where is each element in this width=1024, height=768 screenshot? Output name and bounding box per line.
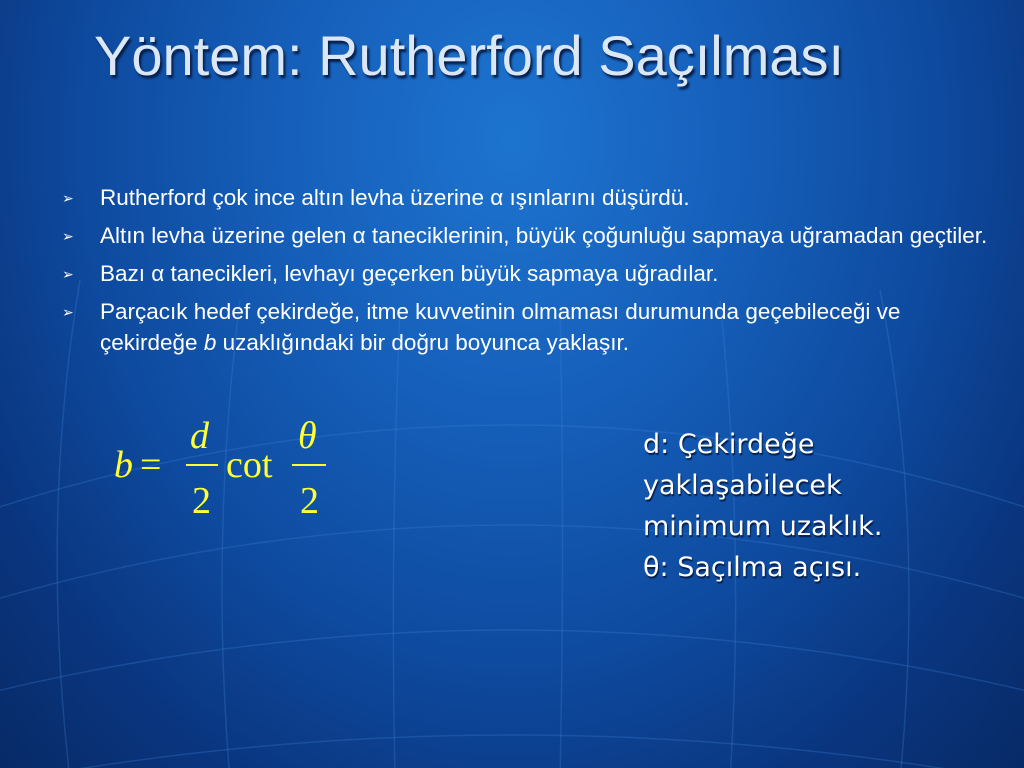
bullet-item bbox=[62, 258, 1002, 289]
bullet-text: Altın levha üzerine gelen α taneciklerinin, büyük çoğunluğu sapmaya uğramadan geçtiler. bbox=[100, 223, 988, 248]
legend-line: minimum uzaklık. bbox=[643, 511, 883, 542]
slide-title: Yöntem: Rutherford Saçılması bbox=[94, 24, 845, 87]
impact-parameter-formula bbox=[112, 410, 342, 522]
chevron-right-icon: ➢ bbox=[62, 190, 74, 206]
bullet-item bbox=[62, 220, 1002, 251]
bullet-text-before: Parçacık hedef çekirdeğe, itme kuvvetinin olmaması durumunda geçebileceği ve çekirdeğe bbox=[100, 299, 901, 355]
chevron-right-icon: ➢ bbox=[62, 304, 74, 320]
legend-line: d: Çekirdeğe bbox=[643, 429, 815, 460]
chevron-right-icon: ➢ bbox=[62, 228, 74, 244]
formula-function: cot bbox=[226, 444, 273, 486]
formula-lhs: b bbox=[114, 444, 133, 486]
bullet-item bbox=[62, 182, 1002, 213]
formula-frac1-denominator: 2 bbox=[192, 480, 211, 522]
bullet-item bbox=[62, 296, 1002, 358]
bullet-emphasis: b bbox=[203, 330, 217, 355]
chevron-right-icon: ➢ bbox=[62, 266, 74, 282]
formula-equals: = bbox=[140, 444, 162, 486]
bullet-text-after: uzaklığındaki bir doğru boyunca yaklaşır. bbox=[216, 330, 630, 355]
bullet-text: Rutherford çok ince altın levha üzerine α ışınlarını düşürdü. bbox=[100, 185, 690, 210]
formula-frac2-numerator: θ bbox=[298, 415, 317, 457]
legend-line: yaklaşabilecek bbox=[643, 470, 842, 501]
formula-frac1-numerator: d bbox=[190, 415, 209, 457]
bullet-text: Bazı α tanecikleri, levhayı geçerken büyük sapmaya uğradılar. bbox=[100, 261, 719, 286]
formula-legend bbox=[643, 424, 882, 588]
bullet-list bbox=[62, 182, 1002, 365]
legend-line: θ: Saçılma açısı. bbox=[643, 552, 862, 583]
formula-frac2-denominator: 2 bbox=[300, 480, 319, 522]
